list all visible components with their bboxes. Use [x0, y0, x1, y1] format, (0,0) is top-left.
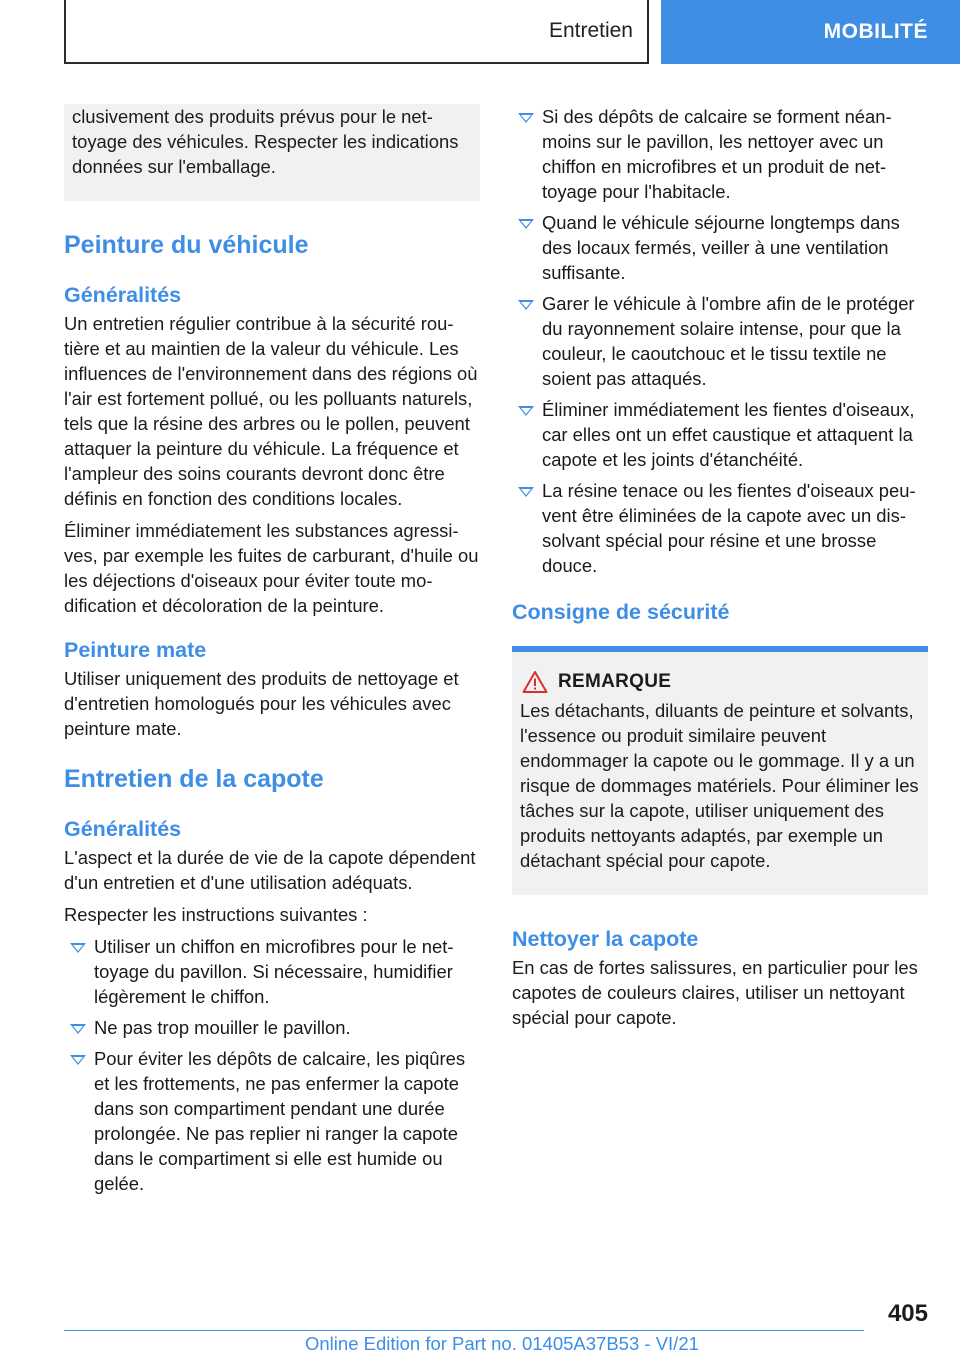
page-number: 405 — [887, 1300, 928, 1327]
section-tab[interactable] — [64, 0, 649, 64]
paragraph-soft-top-1: L'aspect et la durée de vie de la capote dépendent d'un entretien et d'une utilisation adéquats. — [64, 847, 476, 893]
list-item: Pour éviter les dépôts de calcaire, les piqûres et les frottements, ne pas enfermer la capote dans son compartiment pendant une durée prolongée. Ne pas replier ni ranger la capote dans le compartiment si elle est humide ou gelée. — [64, 1046, 480, 1196]
paragraph-general-1: Un entretien régulier contribue à la sécurité routière et au maintien de la valeur du véhicule. Les influences de l'environnement dans des régions où l'air est fortement pollué, ou les polluants naturels, tels que la résine des arbres ou le pollen, peuvent attaquer la peinture du véhicule. La fréquence et l'ampleur des soins courants devront donc être définis en fonction des conditions locales. — [64, 313, 478, 509]
paragraph-soft-top-2: Respecter les instructions suivantes : — [64, 904, 368, 925]
section-title: Entretien — [548, 19, 633, 42]
heading-matte-paint: Peinture mate — [64, 638, 207, 662]
bullet-triangle-icon — [518, 219, 534, 229]
heading-paint: Peinture du véhicule — [64, 231, 309, 259]
footer-divider — [64, 1330, 864, 1331]
paragraph-clean: En cas de fortes salissures, en particulier pour les capotes de couleurs claires, utiliser un nettoyant spécial pour capote. — [512, 957, 918, 1028]
notice-box — [512, 646, 928, 895]
left-column — [64, 104, 480, 1202]
bullet-triangle-icon — [518, 406, 534, 416]
list-item: Éliminer immédiatement les fientes d'oiseaux, car elles ont un effet caustique et attaquent la capote et les joints d'étanchéité. — [512, 397, 928, 472]
paragraph-matte: Utiliser uniquement des produits de nettoyage et d'entretien homologués pour les véhicules avec peinture mate. — [64, 668, 459, 739]
list-item: Ne pas trop mouiller le pavillon. — [64, 1015, 480, 1040]
chapter-title: MOBILITÉ — [823, 20, 928, 43]
heading-general-paint: Généralités — [64, 283, 182, 307]
footer-edition: Online Edition for Part no. 01405A37B53 - VI/21 — [305, 1333, 699, 1354]
heading-clean-soft-top: Nettoyer la capote — [512, 927, 699, 951]
soft-top-instructions — [64, 934, 480, 1196]
warning-icon — [522, 670, 548, 694]
paragraph-general-2: Éliminer immédiatement les substances agressives, par exemple les fuites de carburant, d'huile ou les déjections d'oiseaux pour éviter toute modification et décoloration de la peinture. — [64, 520, 479, 616]
bullet-triangle-icon — [518, 487, 534, 497]
list-item: Garer le véhicule à l'ombre afin de le protéger du rayonnement solaire intense, pour que la couleur, le caoutchouc et le tissu textile ne soient pas attaqués. — [512, 291, 928, 391]
list-item: Utiliser un chiffon en microfibres pour le nettoyage du pavillon. Si nécessaire, humidifier légèrement le chiffon. — [64, 934, 480, 1009]
heading-safety: Consigne de sécurité — [512, 600, 730, 624]
bullet-triangle-icon — [70, 1024, 86, 1034]
soft-top-instructions-continued — [512, 104, 928, 578]
heading-soft-top: Entretien de la capote — [64, 765, 324, 793]
list-item: Si des dépôts de calcaire se forment néanmoins sur le pavillon, les nettoyer avec un chiffon en microfibres et un produit de nettoyage pour l'habitacle. — [512, 104, 928, 204]
right-column — [512, 104, 928, 1037]
notice-text: Les détachants, diluants de peinture et solvants, l'essence ou produit similaire peuvent endommager la capote ou le gommage. Il y a un risque de dommages matériels. Pour éliminer les tâches sur la capote, utiliser uniquement des produits nettoyants adaptés, par exemple un détachant spécial pour capote. — [520, 700, 919, 871]
continued-text: clusivement des produits prévus pour le nettoyage des véhicules. Respecter les indications données sur l'emballage. — [72, 106, 459, 177]
chapter-tab[interactable] — [661, 0, 960, 64]
list-item: Quand le véhicule séjourne longtemps dans des locaux fermés, veiller à une ventilation suffisante. — [512, 210, 928, 285]
bullet-triangle-icon — [518, 113, 534, 123]
bullet-triangle-icon — [70, 1055, 86, 1065]
bullet-triangle-icon — [70, 943, 86, 953]
notice-label: REMARQUE — [558, 671, 672, 692]
notice-header — [520, 670, 920, 694]
list-item: La résine tenace ou les fientes d'oiseaux peuvent être éliminées de la capote avec un dissolvant spécial pour résine et une brosse douce. — [512, 478, 928, 578]
heading-general-soft-top: Généralités — [64, 817, 182, 841]
continued-box — [64, 104, 480, 201]
bullet-triangle-icon — [518, 300, 534, 310]
